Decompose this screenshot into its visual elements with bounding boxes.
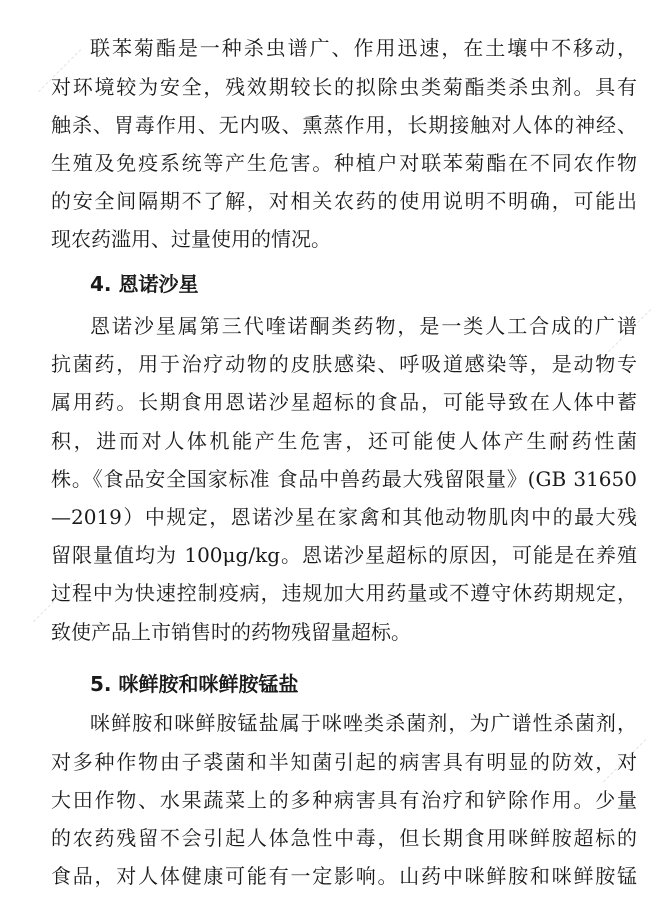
paragraph-line: 属用药。长期食用恩诺沙星超标的食品，可能导致在人体中蓄 [51,390,637,414]
paragraph-line: 大田作物、水果蔬菜上的多种病害具有治疗和铲除作用。少量 [51,788,637,812]
paragraph-line: 对多种作物由子裘菌和半知菌引起的病害具有明显的防效，对 [51,750,637,774]
paragraph-line: 触杀、胃毒作用、无内吸、熏蒸作用，长期接触对人体的神经、 [51,113,637,137]
paragraph-line: 恩诺沙星属第三代喹诺酮类药物，是一类人工合成的广谱 [90,314,637,338]
paragraph-line: 株。《食品安全国家标准 食品中兽药最大残留限量》(GB 31650 [51,467,637,491]
paragraph-line: 积，进而对人体机能产生危害，还可能使人体产生耐药性菌 [51,429,637,453]
paragraph-line: 致使产品上市销售时的药物残留量超标。 [51,620,411,644]
paragraph-line: —2019）中规定，恩诺沙星在家禽和其他动物肌肉中的最大残 [51,505,637,529]
section-heading: 4. 恩诺沙星 [90,272,199,296]
paragraph-line: 食品，对人体健康可能有一定影响。山药中咪鲜胺和咪鲜胺锰 [51,864,637,888]
paragraph-line: 生殖及免疫系统等产生危害。种植户对联苯菊酯在不同农作物 [51,151,637,175]
paragraph-line: 过程中为快速控制疫病，违规加大用药量或不遵守休药期规定， [51,581,637,605]
paragraph-line: 对环境较为安全，残效期较长的拟除虫类菊酯类杀虫剂。具有 [51,75,637,99]
paragraph-line: 抗菌药，用于治疗动物的皮肤感染、呼吸道感染等，是动物专 [51,352,637,376]
paragraph-line: 的农药残留不会引起人体急性中毒，但长期食用咪鲜胺超标的 [51,826,637,850]
section-heading: 5. 咪鲜胺和咪鲜胺锰盐 [90,672,299,696]
paragraph-line: 联苯菊酯是一种杀虫谱广、作用迅速，在土壤中不移动， [90,36,637,60]
paragraph-line: 的安全间隔期不了解，对相关农药的使用说明不明确，可能出 [51,189,637,213]
paragraph-line: 咪鲜胺和咪鲜胺锰盐属于咪唑类杀菌剂，为广谱性杀菌剂， [90,711,637,735]
paragraph-line: 留限量值均为 100μg/kg。恩诺沙星超标的原因，可能是在养殖 [51,543,637,567]
paragraph-line: 现农药滥用、过量使用的情况。 [51,227,331,251]
